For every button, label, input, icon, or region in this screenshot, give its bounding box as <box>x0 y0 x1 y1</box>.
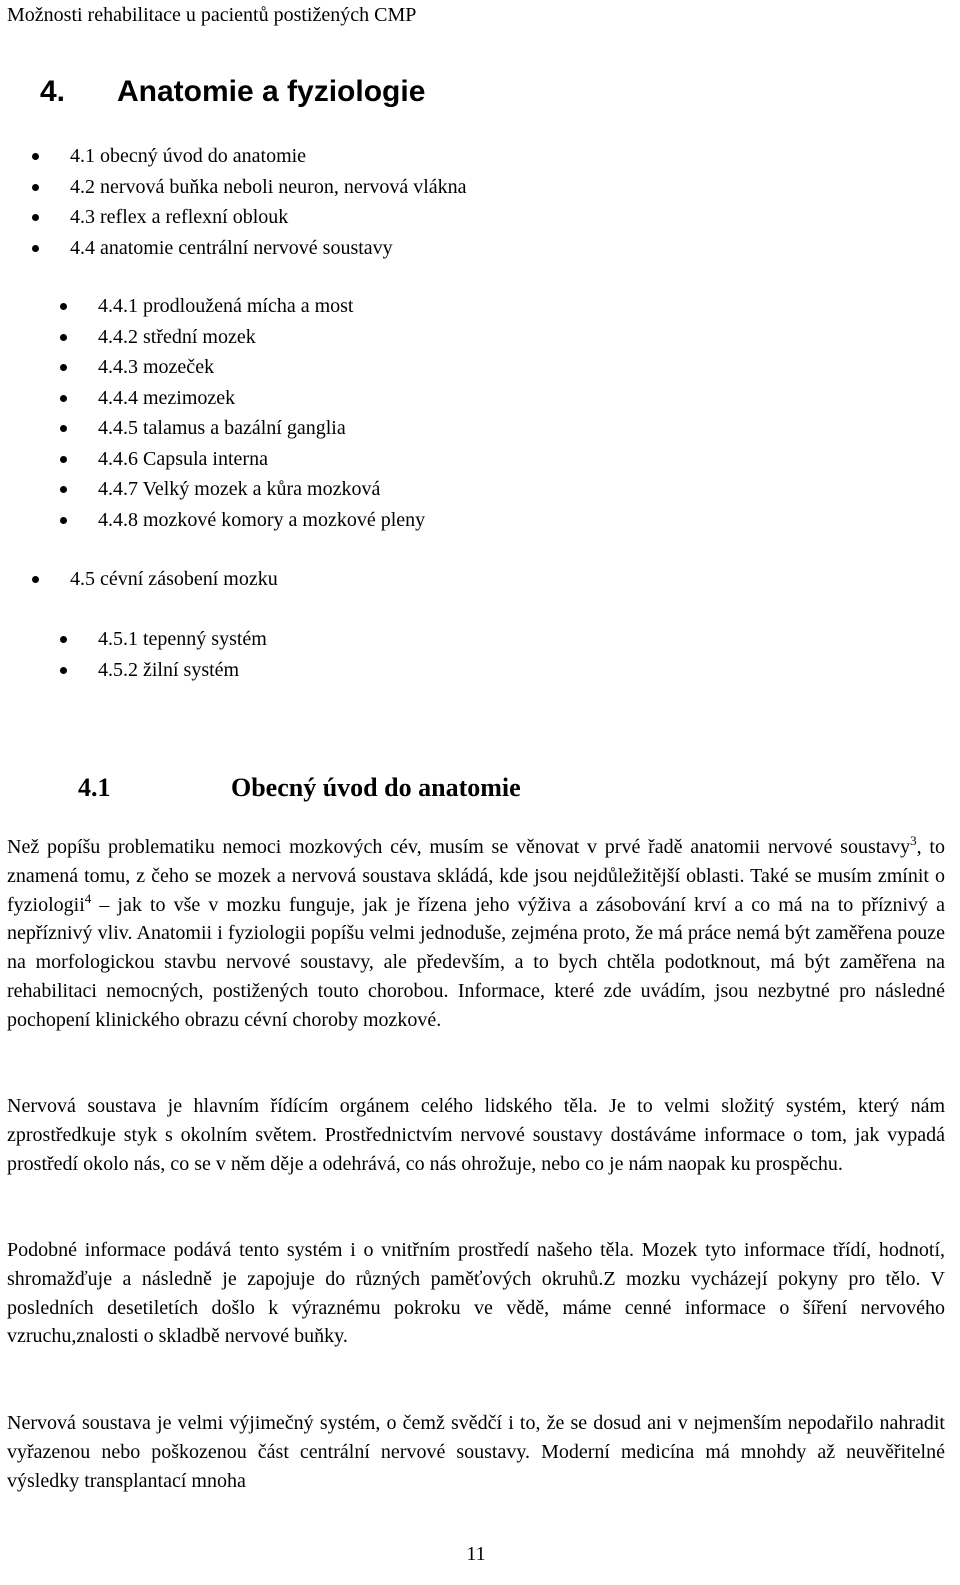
toc-item-4-4-5 <box>98 413 425 444</box>
paragraph-4: Nervová soustava je velmi výjimečný systém, o čemž svědčí i to, že se dosud ani v nejmenším nepodařilo nahradit vyřazenou nebo poškozenou část centrální nervové soustavy. Moderní medicína má mnohdy až neuvěřitelné výsledky transplantací mnoha <box>7 1412 945 1492</box>
bullet-icon <box>60 486 67 493</box>
section-title-text: Obecný úvod do anatomie <box>231 773 521 802</box>
toc-item-4-4-3 <box>98 352 425 383</box>
chapter-title-text: Anatomie a fyziologie <box>117 75 426 108</box>
bullet-icon <box>60 395 67 402</box>
toc-sub-list-4-4 <box>98 291 425 535</box>
toc-item-4-4-4 <box>98 383 425 414</box>
toc-item-4-4-1 <box>98 291 425 322</box>
toc-item-4-2 <box>70 172 467 203</box>
section-heading <box>78 768 521 808</box>
toc-item-label: 4.5.2 žilní systém <box>98 658 240 681</box>
toc-item-label: 4.4.6 Capsula interna <box>98 447 268 470</box>
toc-item-label: 4.4.8 mozkové komory a mozkové pleny <box>98 508 426 531</box>
toc-item-4-5-2 <box>98 655 267 686</box>
section-number: 4.1 <box>78 773 111 802</box>
paragraph-1-part-a: Než popíšu problematiku nemoci mozkových cév, musím se věnovat v prvé řadě anatomii nervové soustavy <box>7 836 911 858</box>
bullet-icon <box>60 334 67 341</box>
toc-item-label: 4.5 cévní zásobení mozku <box>70 568 278 590</box>
bullet-icon <box>60 303 67 310</box>
footnote-ref-4: 4 <box>84 890 92 906</box>
toc-item-label: 4.4.1 prodloužená mícha a most <box>98 295 354 317</box>
toc-item-4-4-2 <box>98 322 425 353</box>
toc-item-label: 4.3 reflex a reflexní oblouk <box>70 206 289 228</box>
bullet-icon <box>60 636 67 643</box>
paragraph-1-part-c: – jak to vše v mozku funguje, jak je řízena jeho výživa a zásobování krví a co má na to příznivý a nepříznivý vliv. Anatomii i fyziologii popíšu velmi jednoduše, zejména proto, že má práce nemá být zaměřena pouze na morfologickou stavbu nervové soustavy, ale především, a to bych chtěla podotknout, má být zaměřena na rehabilitaci nemocných, postižených touto chorobou. Informace, které zde uvádím, jsou nezbytné pro následné pochopení klinického obrazu cévní choroby mozkové. <box>7 893 945 1031</box>
paragraph-3: Podobné informace podává tento systém i o vnitřním prostředí našeho těla. Mozek tyto informace třídí, hodnotí, shromažďuje a následně je zapojuje do různých paměťových okruhů.Z mozku vycházejí pokyny pro tělo. V posledních desetiletích došlo k výraznému pokroku ve vědě, máme cenné informace o šíření nervového vzruchu,znalosti o skladbě nervové buňky. <box>7 1239 945 1348</box>
bullet-icon <box>60 517 67 524</box>
bullet-icon <box>32 214 39 221</box>
toc-item-label: 4.4.7 Velký mozek a kůra mozková <box>98 478 381 500</box>
bullet-icon <box>32 576 39 583</box>
toc-item-4-4-6 <box>98 444 425 475</box>
paragraph-2: Nervová soustava je hlavním řídícím orgánem celého lidského těla. Je to velmi složitý systém, který nám zprostředkuje styk s okolním světem. Prostřednictvím nervové soustavy dostáváme informace o tom, jak vypadá prostředí okolo nás, co se v něm děje a odehrává, co nás ohrožuje, nebo co je nám naopak ku prospěchu. <box>7 1095 945 1175</box>
toc-item-4-3 <box>70 202 467 233</box>
toc-item-4-5 <box>70 564 278 595</box>
toc-item-4-5-1 <box>98 624 267 655</box>
toc-item-4-1 <box>70 141 467 172</box>
bullet-icon <box>60 456 67 463</box>
toc-sub-list-4-5 <box>98 624 267 685</box>
toc-item-label: 4.4.5 talamus a bazální ganglia <box>98 417 346 439</box>
toc-item-label: 4.4.2 střední mozek <box>98 325 256 348</box>
paragraph-1-part-b: , to znamená tomu, z čeho se mozek a nervová soustava skládá, kde jsou nejdůležitější oblasti. Také se musím zmínit o fyziologii <box>7 836 945 916</box>
toc-main-list <box>70 141 467 263</box>
chapter-number: 4. <box>40 75 66 108</box>
toc-item-4-4-7 <box>98 474 425 505</box>
bullet-icon <box>60 425 67 432</box>
running-header: Možnosti rehabilitace u pacientů postižených CMP <box>7 4 417 26</box>
bullet-icon <box>60 364 67 371</box>
bullet-icon <box>32 153 39 160</box>
bullet-icon <box>60 667 67 674</box>
footnote-ref-3: 3 <box>910 833 917 848</box>
toc-item-label: 4.4.4 mezimozek <box>98 386 236 409</box>
page-number: 11 <box>466 1543 486 1565</box>
toc-item-label: 4.4 anatomie centrální nervové soustavy <box>70 236 393 259</box>
toc-item-4-4 <box>70 233 467 264</box>
bullet-icon <box>32 184 39 191</box>
chapter-title <box>40 72 425 112</box>
toc-item-4-4-8 <box>98 505 425 536</box>
toc-item-label: 4.1 obecný úvod do anatomie <box>70 145 307 167</box>
toc-item-label: 4.5.1 tepenný systém <box>98 628 267 650</box>
toc-item-label: 4.2 nervová buňka neboli neuron, nervová vlákna <box>70 175 467 198</box>
bullet-icon <box>32 245 39 252</box>
toc-item-list-4-5 <box>70 564 278 595</box>
toc-item-label: 4.4.3 mozeček <box>98 356 215 378</box>
paragraph-1 <box>7 833 945 1035</box>
